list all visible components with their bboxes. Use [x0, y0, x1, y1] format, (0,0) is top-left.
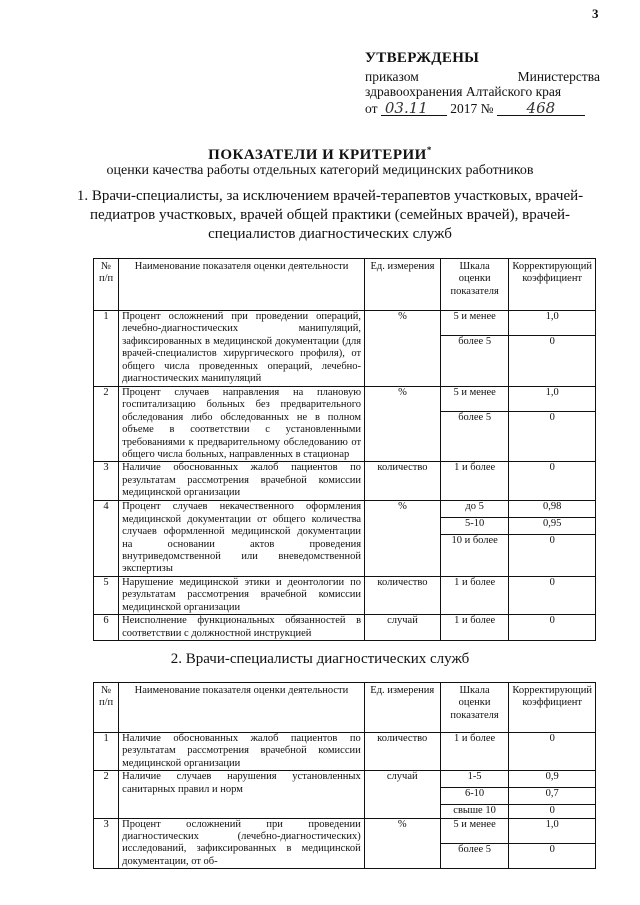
scale-cell	[440, 462, 508, 501]
scale-cell	[440, 818, 509, 869]
scale-cell	[440, 576, 508, 614]
indicator-name: Наличие случаев нарушения установленных санитарных правил и норм	[119, 771, 365, 818]
table-header-scale: Шкала оценки показателя	[440, 259, 508, 311]
table-row	[94, 818, 596, 869]
page-number: 3	[592, 6, 599, 21]
indicator-name: Наличие обоснованных жалоб пациентов по результатам рассмотрения врачебной комиссии медицинской организации	[119, 733, 365, 771]
coefficient-value: 0	[549, 336, 555, 347]
document-subtitle: оценки качества работы отдельных категорий медицинских работников	[106, 163, 534, 178]
criteria-table-1	[93, 258, 596, 641]
coefficient-value: 0	[549, 412, 555, 423]
table-row	[94, 733, 596, 771]
row-number: 3	[94, 462, 119, 501]
scale-value: 10 и более	[451, 535, 498, 547]
scale-value: 5 и менее	[441, 311, 508, 336]
title-text: ПОКАЗАТЕЛИ И КРИТЕРИИ	[208, 147, 427, 163]
coefficient-cell	[509, 311, 596, 387]
coefficient-value: 0	[549, 733, 555, 744]
scale-value: 1 и более	[454, 576, 496, 588]
handwritten-date: 03.11	[381, 101, 447, 116]
scale-value: 1 и более	[454, 462, 496, 474]
scale-value: 5-10	[441, 518, 508, 535]
scale-value: 1 и более	[454, 733, 496, 744]
row-number: 1	[94, 733, 119, 771]
scale-cell	[440, 771, 509, 818]
section1-title: 1. Врачи-специалисты, за исключением врачей-терапевтов участковых, врачей-педиатров участковых, врачей общей практики (семейных врачей), врачей-специалистов диагностических служб	[76, 188, 584, 242]
coefficient-cell	[509, 501, 596, 576]
coefficient-value: 0,9	[509, 771, 595, 788]
scale-cell	[440, 311, 508, 387]
scale-value: 1-5	[441, 771, 509, 788]
section2-title: 2. Врачи-специалисты диагностических служб	[170, 651, 470, 667]
coefficient-cell	[509, 462, 596, 501]
table-row	[94, 462, 596, 501]
scale-value: свыше 10	[453, 805, 496, 817]
coefficient-value: 0,95	[509, 518, 595, 535]
scale-value: 5 и менее	[441, 387, 508, 412]
scale-cell	[440, 501, 508, 576]
table-header-unit: Ед. измерения	[364, 683, 440, 733]
scale-value: 5 и менее	[441, 819, 509, 844]
coefficient-cell	[509, 615, 596, 641]
coefficient-value: 0	[549, 805, 555, 817]
indicator-name: Нарушение медицинской этики и деонтологии по результатам рассмотрения врачебной комиссии медицинской организации	[119, 576, 365, 614]
table-header-coef: Корректирующий коэффициент	[509, 683, 596, 733]
table-row	[94, 771, 596, 818]
scale-value: до 5	[441, 501, 508, 518]
indicator-name: Неисполнение функциональных обязанностей в соответствии с должностной инструкцией	[119, 615, 365, 641]
coefficient-value: 0	[549, 576, 555, 588]
row-number: 4	[94, 501, 119, 576]
unit-of-measure: количество	[364, 733, 440, 771]
coefficient-value: 0	[549, 843, 555, 855]
row-number: 6	[94, 615, 119, 641]
row-number: 2	[94, 387, 119, 462]
unit-of-measure: %	[365, 311, 441, 387]
coefficient-value: 1,0	[509, 311, 595, 336]
unit-of-measure: %	[365, 501, 441, 576]
unit-of-measure: %	[364, 818, 440, 869]
scale-value: более 5	[458, 412, 492, 423]
coefficient-value: 0	[549, 535, 555, 547]
approval-date-line	[365, 101, 585, 117]
row-number: 5	[94, 576, 119, 614]
table-row	[94, 576, 596, 614]
scale-value: более 5	[458, 843, 492, 855]
year-text: 2017 №	[450, 101, 494, 116]
scale-cell	[440, 387, 508, 462]
table-row	[94, 501, 596, 576]
unit-of-measure: количество	[365, 576, 441, 614]
indicator-name: Процент осложнений при проведении операций, лечебно-диагностических манипуляций, зафиксированных в медицинской документации (для врачей-специалистов хирургического профиля), от общего числа проведенных операций, лечебно-диагностических манипуляций	[119, 311, 365, 387]
coefficient-value: 0,7	[509, 788, 595, 805]
date-prefix: от	[365, 101, 378, 116]
handwritten-order-number: 468	[497, 101, 585, 116]
indicator-name: Процент случаев некачественного оформления медицинской документации от общего количества случаев оформленной медицинской документации на основании актов проведения внутриведомственной или вневедомственной экспертизы	[119, 501, 365, 576]
approval-title: УТВЕРЖДЕНЫ	[365, 50, 480, 66]
unit-of-measure: %	[365, 387, 441, 462]
coefficient-cell	[509, 733, 596, 771]
title-footnote-mark: *	[426, 145, 432, 155]
row-number: 1	[94, 311, 119, 387]
table-header-unit: Ед. измерения	[365, 259, 441, 311]
scale-value: 1 и более	[454, 615, 496, 627]
indicator-name: Наличие обоснованных жалоб пациентов по результатам рассмотрения врачебной комиссии медицинской организации	[119, 462, 365, 501]
table-row	[94, 311, 596, 387]
row-number: 2	[94, 771, 119, 818]
indicator-name: Процент случаев направления на плановую госпитализацию больных без предварительного обследования либо обследованных не в полном объеме в соответствии с установленными требованиями к предварительному обследованию от общего числа больных, направленных в стационар	[119, 387, 365, 462]
table-row	[94, 615, 596, 641]
coefficient-value: 0,98	[509, 501, 595, 518]
table-header-num: № п/п	[94, 259, 119, 311]
table-header-coef: Корректирующий коэффициент	[509, 259, 596, 311]
scale-value: 6-10	[441, 788, 509, 805]
table-header-name: Наименование показателя оценки деятельности	[119, 259, 365, 311]
unit-of-measure: случай	[365, 615, 441, 641]
coefficient-cell	[509, 576, 596, 614]
row-number: 3	[94, 818, 119, 869]
scale-value: более 5	[458, 336, 492, 347]
coefficient-value: 1,0	[509, 819, 595, 844]
table-header-num: № п/п	[94, 683, 119, 733]
unit-of-measure: случай	[364, 771, 440, 818]
coefficient-value: 1,0	[509, 387, 595, 412]
scale-cell	[440, 733, 509, 771]
table-header-name: Наименование показателя оценки деятельности	[119, 683, 365, 733]
coefficient-value: 0	[549, 615, 555, 627]
coefficient-cell	[509, 387, 596, 462]
coefficient-cell	[509, 818, 596, 869]
coefficient-cell	[509, 771, 596, 818]
indicator-name: Процент осложнений при проведении диагностических (лечебно-диагностических) исследований, зафиксированных в медицинской документации, от об-	[119, 818, 365, 869]
criteria-table-2	[93, 682, 596, 869]
coefficient-value: 0	[549, 462, 555, 474]
unit-of-measure: количество	[365, 462, 441, 501]
table-row	[94, 387, 596, 462]
document-title	[0, 145, 640, 164]
scale-cell	[440, 615, 508, 641]
table-header-scale: Шкала оценки показателя	[440, 683, 509, 733]
approval-order-text: приказом Министерства здравоохранения Алтайского края	[365, 69, 600, 99]
